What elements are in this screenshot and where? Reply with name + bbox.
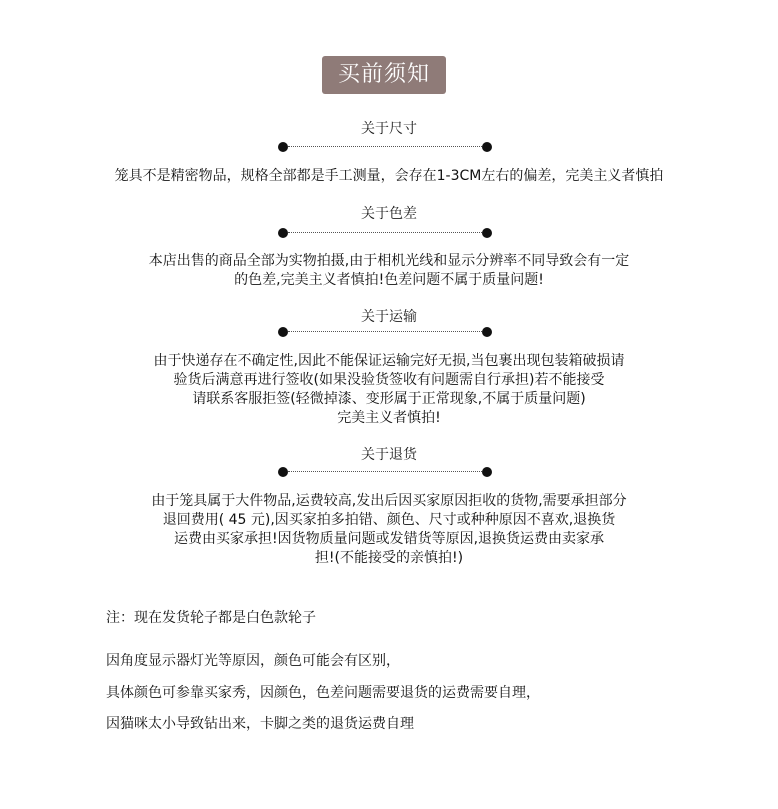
note-buyer-show: 具体颜色可参靠买家秀，因颜色，色差问题需要退货的运费需要自理， xyxy=(106,685,540,701)
text-line: 运费由买家承担!因货物质量问题或发错货等原因,退换货运费由卖家承 xyxy=(173,531,605,547)
text-line: 本店出售的商品全部为实物拍摄,由于相机光线和显示分辨率不同导致会有一定 xyxy=(148,253,630,269)
divider-dot-icon xyxy=(278,142,288,152)
divider-dot-icon xyxy=(278,327,288,337)
note-color-variance: 因角度显示器灯光等原因，颜色可能会有区别， xyxy=(106,653,400,669)
page-title: 买前须知 xyxy=(322,56,446,94)
text-line: 的色差,完美主义者慎拍!色差问题不属于质量问题! xyxy=(234,272,544,288)
divider xyxy=(278,228,492,238)
divider-line xyxy=(288,331,482,332)
section-text-color xyxy=(0,252,778,290)
section-heading-shipping: 关于运输 xyxy=(361,309,417,325)
text-line: 担!(不能接受的亲慎拍!) xyxy=(314,550,464,566)
divider-dot-icon xyxy=(482,228,492,238)
divider-line xyxy=(288,146,482,147)
divider xyxy=(278,142,492,152)
section-text-shipping xyxy=(0,352,778,428)
note-wheels: 注：现在发货轮子都是白色款轮子 xyxy=(106,610,316,626)
divider-dot-icon xyxy=(482,327,492,337)
divider xyxy=(278,467,492,477)
section-text-size xyxy=(0,167,778,186)
divider-line xyxy=(288,232,482,233)
divider-dot-icon xyxy=(482,467,492,477)
section-text-returns xyxy=(0,492,778,568)
section-heading-returns: 关于退货 xyxy=(361,447,417,463)
note-kitten-return: 因猫咪太小导致钻出来，卡脚之类的退货运费自理 xyxy=(106,716,414,732)
text-line: 由于快递存在不确定性,因此不能保证运输完好无损,当包裹出现包装箱破损请 xyxy=(153,353,625,369)
section-heading-color: 关于色差 xyxy=(361,206,417,222)
section-heading-size: 关于尺寸 xyxy=(361,121,417,137)
divider-line xyxy=(288,471,482,472)
divider-dot-icon xyxy=(482,142,492,152)
text-line: 笼具不是精密物品，规格全部都是手工测量，会存在1-3CM左右的偏差，完美主义者慎拍 xyxy=(114,168,664,184)
text-line: 退回费用( 45 元),因买家拍多拍错、颜色、尺寸或种种原因不喜欢,退换货 xyxy=(162,512,616,528)
text-line: 完美主义者慎拍! xyxy=(337,410,441,426)
divider xyxy=(278,327,492,337)
text-line: 由于笼具属于大件物品,运费较高,发出后因买家原因拒收的货物,需要承担部分 xyxy=(151,493,627,509)
divider-dot-icon xyxy=(278,467,288,477)
text-line: 验货后满意再进行签收(如果没验货签收有问题需自行承担)若不能接受 xyxy=(173,372,605,388)
text-line: 请联系客服拒签(轻微掉漆、变形属于正常现象,不属于质量问题) xyxy=(192,391,586,407)
divider-dot-icon xyxy=(278,228,288,238)
